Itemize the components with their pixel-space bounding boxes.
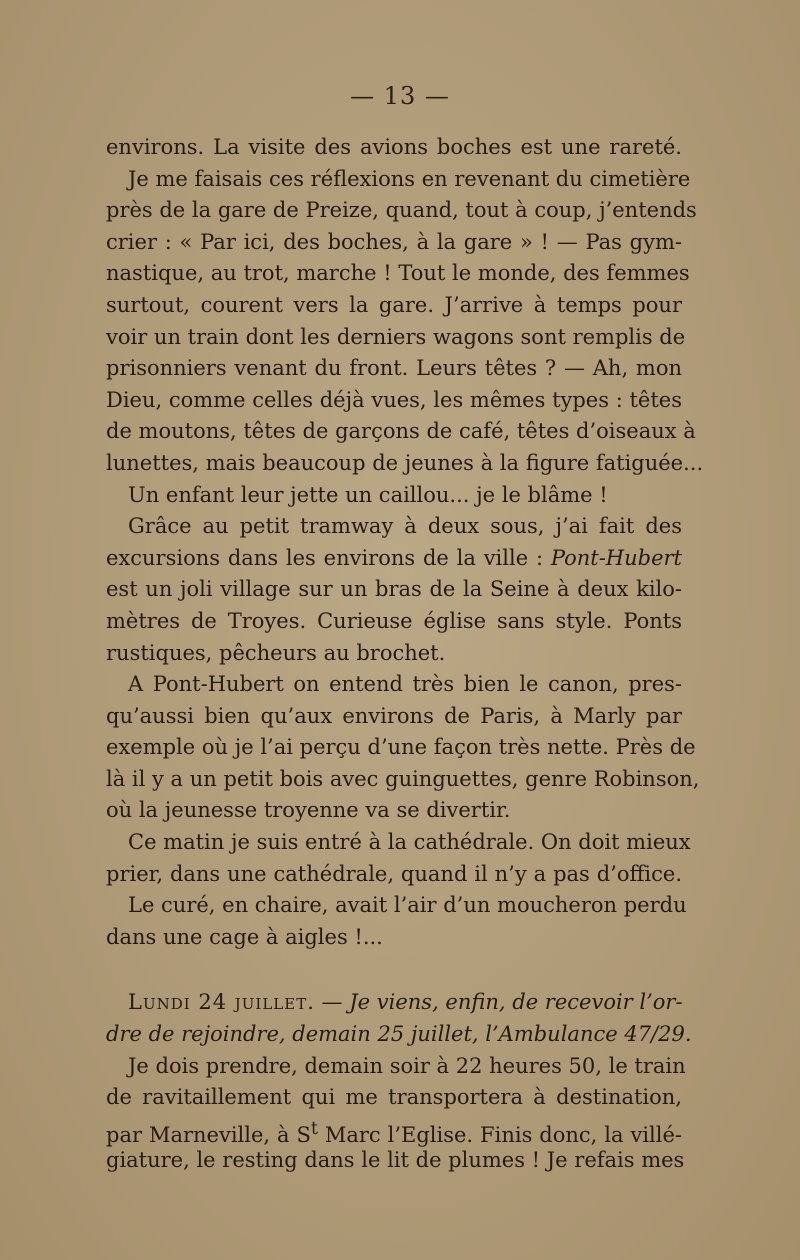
text-line — [106, 1019, 692, 1051]
text-line: lunettes, mais beaucoup de jeunes à la figure fatiguée... — [106, 450, 704, 475]
text-line: près de la gare de Preize, quand, tout à coup, j’entends — [106, 198, 697, 223]
text-line: prier, dans une cathédrale, quand il n’y a pas d’office. — [106, 861, 682, 886]
text-line: de ravitaillement qui me transportera à destination, — [106, 1085, 682, 1110]
dash: — — [314, 990, 350, 1015]
text-line: crier : « Par ici, des boches, à la gare » ! — Pas gym- — [106, 229, 682, 254]
text-line — [106, 1114, 682, 1146]
text-line: là il y a un petit bois avec guinguettes, genre Robinson, — [106, 766, 700, 791]
text-line: Je dois prendre, demain soir à 22 heures 50, le train — [128, 1053, 686, 1078]
text-line: qu’aussi bien qu’aux environs de Paris, à Marly par — [106, 703, 682, 728]
text-line: voir un train dont les derniers wagons sont remplis de — [106, 324, 686, 349]
text-line: de moutons, têtes de garçons de café, têtes d’oiseaux à — [106, 419, 696, 444]
text-line: surtout, courent vers la gare. J’arrive à temps pour — [106, 292, 682, 317]
superscript: t — [310, 1118, 318, 1139]
text-line — [106, 543, 682, 575]
text-line: où la jeunesse troyenne va se divertir. — [106, 798, 511, 823]
place-name: Pont-Hubert — [550, 545, 682, 570]
body-text — [106, 132, 704, 1177]
text-line: Un enfant leur jette un caillou... je le blâme ! — [128, 482, 608, 507]
text-line: mètres de Troyes. Curieuse église sans style. Ponts — [106, 608, 682, 633]
page-number: — 13 — — [350, 82, 450, 110]
date-heading: Lundi 24 juillet. — [128, 990, 315, 1015]
text-line: A Pont-Hubert on entend très bien le canon, pres- — [128, 672, 682, 697]
text-line: rustiques, pêcheurs au brochet. — [106, 640, 446, 665]
text-line: Dieu, comme celles déjà vues, les mêmes types : têtes — [106, 387, 682, 412]
text-line — [106, 987, 682, 1019]
section-gap — [106, 953, 682, 987]
text-line: prisonniers venant du front. Leurs têtes ? — Ah, mon — [106, 356, 682, 381]
text-line-start: par Marneville, à S — [106, 1122, 311, 1147]
text-line: Ce matin je suis entré à la cathédrale. On doit mieux — [128, 830, 691, 855]
text-line: Grâce au petit tramway à deux sous, j’ai fait des — [128, 514, 682, 539]
text-line-start: excursions dans les environs de la ville : — [106, 545, 551, 570]
text-line: Je me faisais ces réflexions en revenant du cimetière — [128, 166, 691, 191]
text-line: Le curé, en chaire, avait l’air d’un moucheron perdu — [128, 893, 687, 918]
text-line: giature, le resting dans le lit de plumes ! Je refais mes — [106, 1148, 685, 1173]
italic-text: dre de rejoindre, demain 25 juillet, l’Ambulance 47/29. — [106, 1022, 692, 1047]
text-line: nastique, au trot, marche ! Tout le monde, des femmes — [106, 261, 690, 286]
text-line: dans une cage à aigles !... — [106, 924, 383, 949]
text-line: est un joli village sur un bras de la Seine à deux kilo- — [106, 577, 682, 602]
italic-text: Je viens, enfin, de recevoir l’or- — [349, 990, 683, 1015]
text-line: environs. La visite des avions boches est une rareté. — [106, 135, 682, 159]
text-line: exemple où je l’ai perçu d’une façon très nette. Près de — [106, 735, 696, 760]
text-line-end: Marc l’Eglise. Finis donc, la villé- — [317, 1122, 682, 1147]
